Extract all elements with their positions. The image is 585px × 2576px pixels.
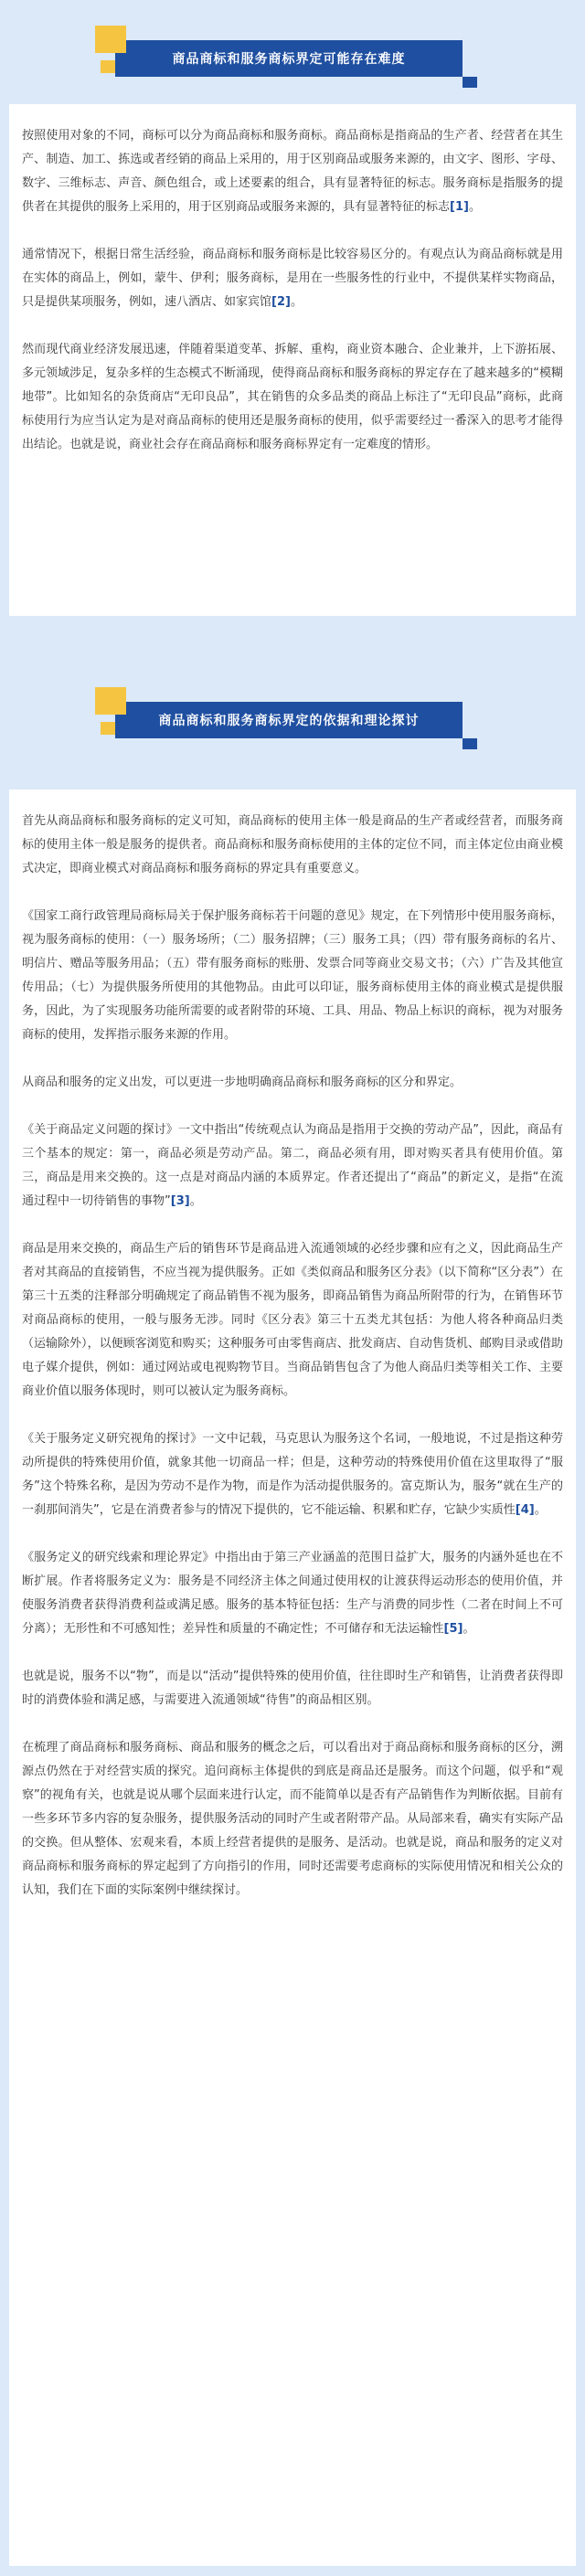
section2-card bbox=[9, 790, 576, 2566]
section2-paragraph: 也就是说，服务不以“物”，而是以“活动”提供特殊的使用价值，往往即时生产和销售，让消费者获得即时的消费体验和满足感，与需要进入流通领域“待售”的商品相区别。 bbox=[22, 1670, 563, 1707]
yellow-square-decoration bbox=[101, 722, 115, 735]
yellow-square-decoration bbox=[95, 687, 126, 715]
section2-title: 商品商标和服务商标界定的依据和理论探讨 bbox=[158, 714, 420, 728]
section2-paragraph: 在梳理了商品商标和服务商标、商品和服务的概念之后，可以看出对于商品商标和服务商标的区分，溯源点仍然在于对经营实质的探究。追问商标主体提供的到底是商品还是服务。而这个问题，似乎和“观察”的视角有关，也就是说从哪个层面来进行认定，而不能简单以是否有产品销售作为判断依据。目前有一些多环节多内容的复杂服务，提供服务活动的同时产生或者附带产品。从局部来看，确实有实际产品的交换。但从整体、宏观来看，本质上经营者提供的是服务、是活动。也就是说，商品和服务的定义对商品商标和服务商标的界定起到了方向指引的作用，同时还需要考虑商标的实际使用情况和相关公众的认知，我们在下面的实际案例中继续探讨。 bbox=[22, 1741, 563, 1897]
section1-card bbox=[9, 104, 576, 616]
section2-title-bar bbox=[115, 702, 463, 738]
section1-paragraph: 通常情况下，根据日常生活经验，商品商标和服务商标是比较容易区分的。有观点认为商品商标就是用在实体的商品上，例如，蒙牛、伊利；服务商标，是用在一些服务性的行业中，不提供某样实物商品，只是提供某项服务，例如，速八酒店、如家宾馆[2]。 bbox=[22, 248, 563, 309]
yellow-square-decoration bbox=[95, 26, 126, 53]
section2-paragraph: 《服务定义的研究线索和理论界定》中指出由于第三产业涵盖的范围日益扩大，服务的内涵外延也在不断扩展。作者将服务定义为：服务是不同经济主体之间通过使用权的让渡获得运动形态的使用价值，并使服务消费者获得消费利益或满足感。服务的基本特征包括：生产与消费的同步性（二者在时间上不可分离）；无形性和不可感知性；差异性和质量的不确定性；不可储存和无法运输性[5]。 bbox=[22, 1551, 563, 1636]
reference-link[interactable]: [3] bbox=[170, 1194, 190, 1208]
section1-paragraph: 然而现代商业经济发展迅速，伴随着渠道变革、拆解、重构，商业资本融合、企业兼并，上下游拓展、多元领域涉足，复杂多样的生态模式不断涌现，使得商品商标和服务商标的界定存在了越来越多的“模糊地带”。比如知名的杂货商店“无印良品”，其在销售的众多品类的商品上标注了“无印良品”商标，此商标使用行为应当认定为是对商品商标的使用还是服务商标的使用，似乎需要经过一番深入的思考才能得出结论。也就是说，商业社会存在商品商标和服务商标界定有一定难度的情形。 bbox=[22, 343, 563, 451]
section1-paragraph: 按照使用对象的不同，商标可以分为商品商标和服务商标。商品商标是指商品的生产者、经营者在其生产、制造、加工、拣选或者经销的商品上采用的，用于区别商品或服务来源的，由文字、图形、字母、数字、三维标志、声音、颜色组合，或上述要素的组合，具有显著特征的标志。服务商标是指服务的提供者在其提供的服务上采用的，用于区别商品或服务来源的，具有显著特征的标志[1]。 bbox=[22, 129, 563, 214]
section2-paragraph: 从商品和服务的定义出发，可以更进一步地明确商品商标和服务商标的区分和界定。 bbox=[22, 1076, 463, 1089]
section2-paragraph: 《国家工商行政管理局商标局关于保护服务商标若干问题的意见》规定，在下列情形中使用服务商标，视为服务商标的使用：（一）服务场所；（二）服务招牌；（三）服务工具；（四）带有服务商标的名片、明信片、赠品等服务用品；（五）带有服务商标的账册、发票合同等商业交易文书；（六）广告及其他宣传用品；（七）为提供服务所使用的其他物品。由此可以印证，服务商标使用主体的商业模式是提供服务，因此，为了实现服务功能所需要的或者附带的环境、工具、用品、物品上标识的商标，视为对服务商标的使用，发挥指示服务来源的作用。 bbox=[22, 909, 563, 1042]
section1-title: 商品商标和服务商标界定可能存在难度 bbox=[172, 52, 406, 67]
blue-square-decoration bbox=[463, 77, 477, 88]
section2-paragraph: 商品是用来交换的，商品生产后的销售环节是商品进入流通领域的必经步骤和应有之义，因此商品生产者对其商品的直接销售，不应当视为提供服务。正如《类似商品和服务区分表》（以下简称“区分表”）在第三十五类的注释部分明确规定了商品销售不视为服务，即商品销售为商品所附带的行为，在销售环节对商品商标的使用，一般与服务无涉。同时《区分表》第三十五类尤其包括：为他人将各种商品归类（运输除外），以便顾客浏览和购买；这种服务可由零售商店、批发商店、自动售货机、邮购目录或借助电子媒介提供，例如：通过网站或电视购物节目。当商品销售包含了为他人商品归类等相关工作、主要商业价值以服务体现时，则可以被认定为服务商标。 bbox=[22, 1242, 563, 1398]
section2-paragraph: 《关于商品定义问题的探讨》一文中指出“传统观点认为商品是指用于交换的劳动产品”，因此，商品有三个基本的规定：第一，商品必须是劳动产品。第二，商品必须有用，即对购买者具有使用价值。第三，商品是用来交换的。这一点是对商品内涵的本质界定。作者还提出了“商品”的新定义，是指“在流通过程中一切待销售的事物”[3]。 bbox=[22, 1123, 563, 1208]
reference-link[interactable]: [5] bbox=[443, 1622, 463, 1636]
reference-link[interactable]: [4] bbox=[515, 1503, 535, 1517]
section2-header bbox=[0, 687, 585, 753]
section2-paragraph: 首先从商品商标和服务商标的定义可知，商品商标的使用主体一般是商品的生产者或经营者，而服务商标的使用主体一般是服务的提供者。商品商标和服务商标使用的主体的定位不同，而主体定位由商业模式决定，即商业模式对商品商标和服务商标的界定具有重要意义。 bbox=[22, 814, 563, 875]
blue-square-decoration bbox=[463, 738, 477, 749]
yellow-square-decoration bbox=[101, 60, 115, 73]
section1-header bbox=[0, 26, 585, 91]
section2-paragraph: 《关于服务定义研究视角的探讨》一文中记载，马克思认为服务这个名词，一般地说，不过是指这种劳动所提供的特殊使用价值，就象其他一切商品一样；但是，这种劳动的特殊使用价值在这里取得了“服务”这个特殊名称，是因为劳动不是作为物，而是作为活动提供服务的。富克斯认为，服务“就在生产的一刹那间消失”，它是在消费者参与的情况下提供的，它不能运输、积累和贮存，它缺少实质性[4]。 bbox=[22, 1432, 563, 1517]
section1-title-bar bbox=[115, 40, 463, 77]
reference-link[interactable]: [2] bbox=[271, 295, 291, 309]
reference-link[interactable]: [1] bbox=[450, 200, 469, 214]
